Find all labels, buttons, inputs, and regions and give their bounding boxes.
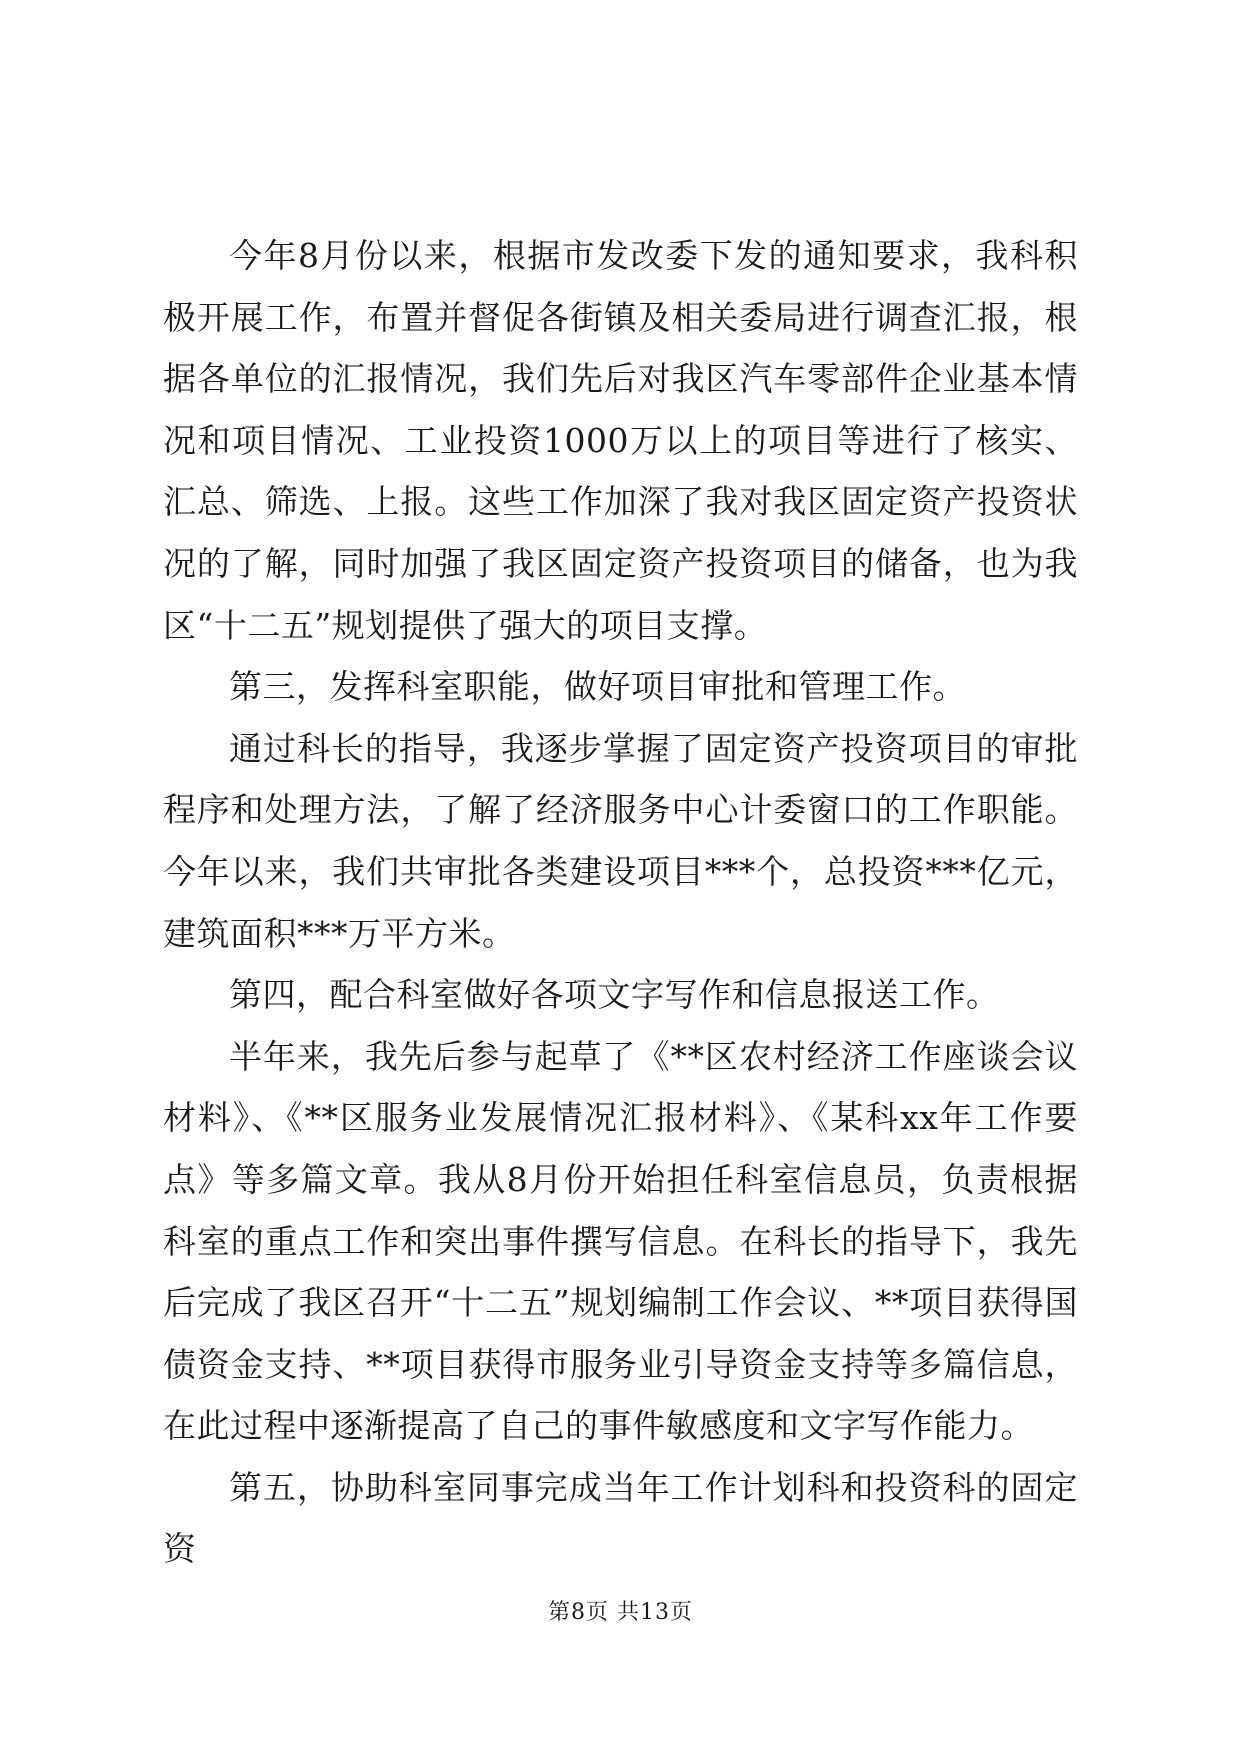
paragraph-writing-work: 半年来，我先后参与起草了《**区农村经济工作座谈会议材料》、《**区服务业发展情况汇报材料》、《某科xx年工作要点》等多篇文章。我从8月份开始担任科室信息员，负责根据科室的重点工作和突出事件撰写信息。在科长的指导下，我先后完成了我区召开“十二五”规划编制工作会议、**项目获得国债资金支持、**项目获得市服务业引导资金支持等多篇信息，在此过程中逐渐提高了自己的事件敏感度和文字写作能力。 [163,1036,1078,1446]
page-number-footer: 第8页 共13页 [548,1600,693,1625]
paragraph-approval-work: 通过科长的指导，我逐步掌握了固定资产投资项目的审批程序和处理方法，了解了经济服务中心计委窗口的工作职能。今年以来，我们共审批各类建设项目***个，总投资***亿元，建筑面积***万平方米。 [163,728,1078,953]
paragraph-survey-report: 今年8月份以来，根据市发改委下发的通知要求，我科积极开展工作，布置并督促各街镇及相关委局进行调查汇报，根据各单位的汇报情况，我们先后对我区汽车零部件企业基本情况和项目情况、工业投资1000万以上的项目等进行了核实、汇总、筛选、上报。这些工作加深了我对我区固定资产投资状况的了解，同时加强了我区固定资产投资项目的储备，也为我区“十二五”规划提供了强大的项目支撑。 [163,236,1078,645]
document-body [163,225,1078,1580]
paragraph-heading-third: 第三，发挥科室职能，做好项目审批和管理工作。 [229,667,966,707]
paragraph-heading-fifth: 第五，协助科室同事完成当年工作计划科和投资科的固定资 [163,1467,1078,1569]
paragraph-heading-fourth: 第四，配合科室做好各项文字写作和信息报送工作。 [229,975,1000,1015]
